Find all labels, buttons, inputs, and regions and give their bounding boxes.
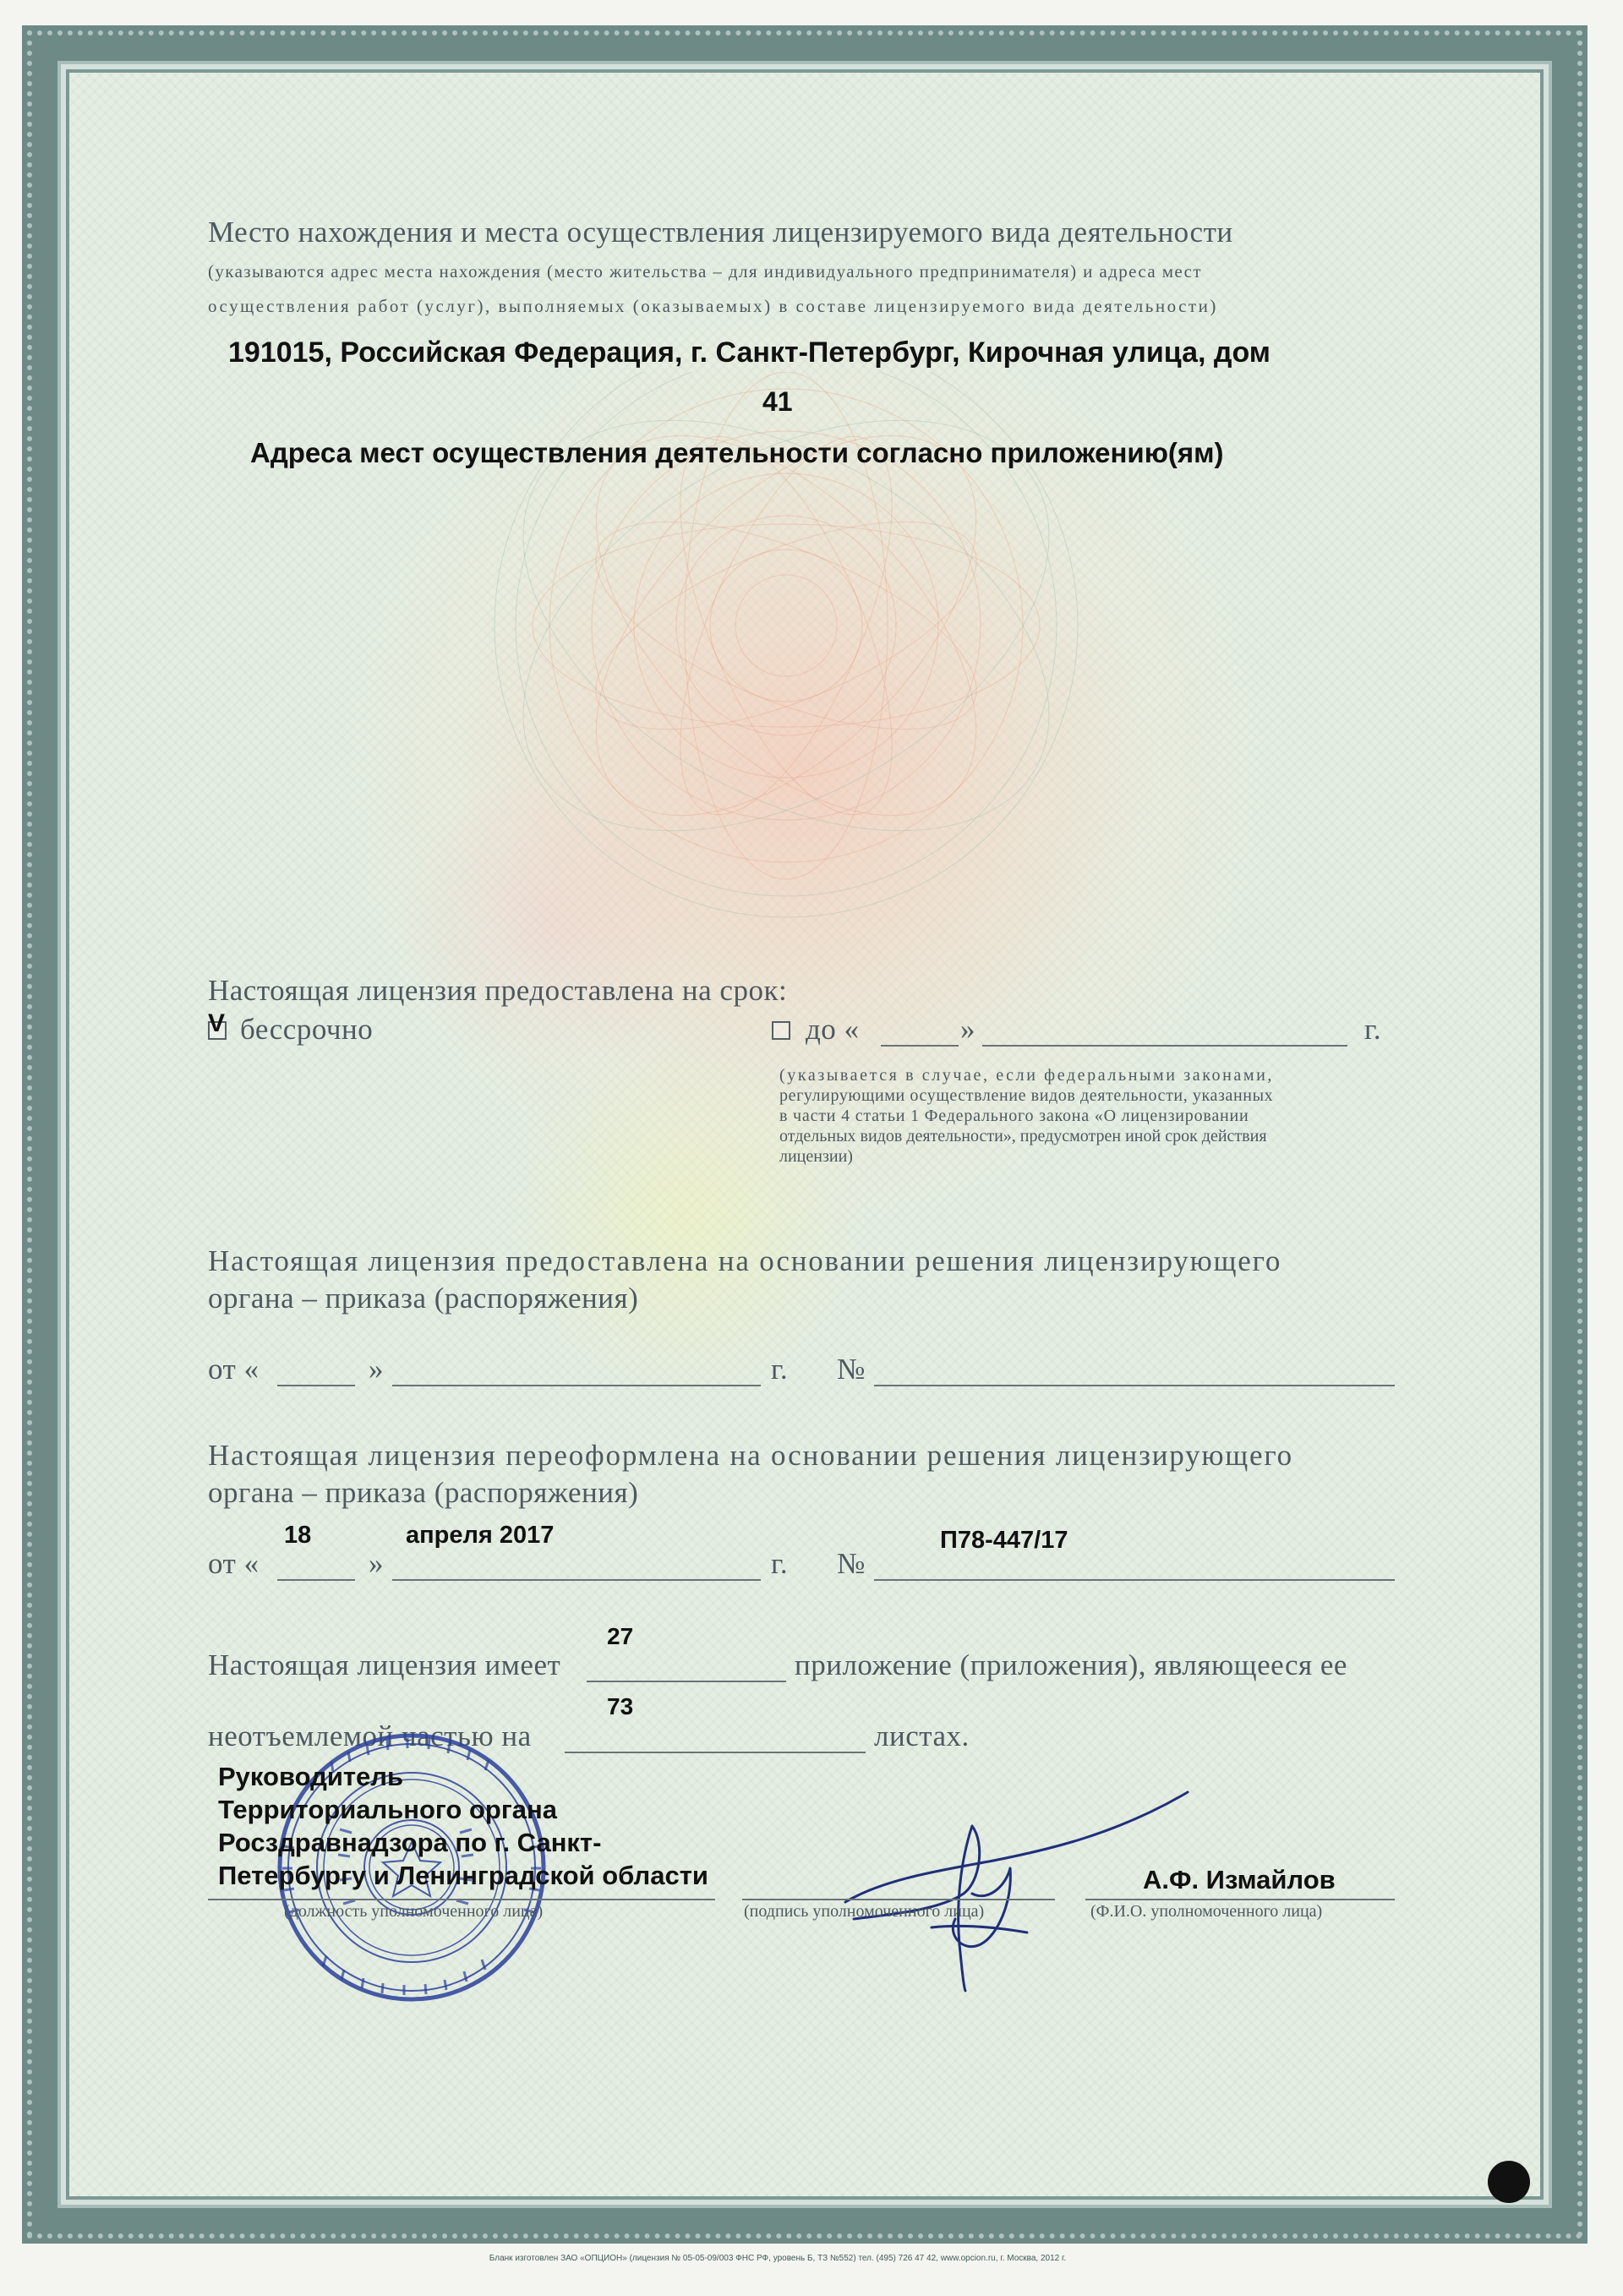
reissued-date-line xyxy=(392,1579,761,1581)
unlimited-label: бессрочно xyxy=(240,1013,374,1046)
granted-date-line xyxy=(392,1385,761,1386)
printer-imprint: Бланк изготовлен ЗАО «ОПЦИОН» (лицензия № 05-05-09/003 ФНС РФ, уровень Б, ТЗ №552) тел. (495) 726 47 42, www.opcion.ru, г. Москва, 2012 г. xyxy=(489,2254,1067,2263)
signatory-position-line-4: Петербургу и Ленинградской области xyxy=(218,1861,708,1890)
appendix-line2-start: неотъемлемой частью на xyxy=(208,1719,532,1752)
granted-year: г. xyxy=(771,1353,789,1386)
reissued-day-line xyxy=(277,1579,355,1581)
signature-line xyxy=(742,1899,1055,1900)
term-note-line-5: лицензии) xyxy=(779,1147,853,1166)
reissued-number-sign: № xyxy=(837,1547,866,1580)
reissued-quote-close: » xyxy=(369,1547,384,1580)
reissued-from: от « xyxy=(208,1547,260,1580)
reissued-month-year: апреля 2017 xyxy=(406,1522,555,1549)
location-hint-1: (указываются адрес места нахождения (место жительства – для индивидуального предпринимателя) и адреса мест xyxy=(208,261,1202,282)
position-line xyxy=(208,1899,715,1900)
until-label: до « xyxy=(806,1013,860,1046)
granted-quote-close: » xyxy=(369,1353,384,1386)
position-caption: (должность уполномоченного лица) xyxy=(284,1902,544,1921)
signature-caption: (подпись уполномоченного лица) xyxy=(744,1902,985,1921)
appendix-line1-start: Настоящая лицензия имеет xyxy=(208,1648,561,1681)
appendix-sheets: 73 xyxy=(607,1693,634,1719)
appendix-line2-end: листах. xyxy=(874,1719,970,1752)
location-hint-2: осуществления работ (услуг), выполняемых (оказываемых) в составе лицензируемого вида деятельности) xyxy=(208,296,1218,316)
reissued-number-line xyxy=(874,1579,1395,1581)
address-line-2: 41 xyxy=(762,386,793,417)
reissued-number: П78-447/17 xyxy=(940,1527,1068,1554)
location-title: Место нахождения и места осуществления лицензируемого вида деятельности xyxy=(208,216,1233,249)
until-quote-close: » xyxy=(960,1013,975,1046)
until-checkbox[interactable] xyxy=(772,1021,790,1040)
activities-note: Адреса мест осуществления деятельности согласно приложению(ям) xyxy=(250,437,1224,468)
term-note-line-3: в части 4 статьи 1 Федерального закона «О лицензировании xyxy=(779,1107,1249,1125)
term-note xyxy=(779,1065,1395,1167)
name-caption: (Ф.И.О. уполномоченного лица) xyxy=(1090,1902,1323,1921)
granted-from: от « xyxy=(208,1353,260,1386)
until-date-line xyxy=(982,1045,1347,1047)
name-line xyxy=(1085,1899,1395,1900)
signatory-position-line-3: Росздравнадзора по г. Санкт- xyxy=(218,1828,602,1857)
unlimited-checkmark: V xyxy=(208,1009,226,1037)
granted-number-line xyxy=(874,1385,1395,1386)
appendix-sheets-line xyxy=(565,1752,866,1753)
address-line-1: 191015, Российская Федерация, г. Санкт-Петербург, Кирочная улица, дом xyxy=(228,336,1271,369)
appendix-line1-end: приложение (приложения), являющееся ее xyxy=(795,1648,1347,1681)
signatory-position xyxy=(218,1760,708,1892)
reissued-year: г. xyxy=(771,1547,789,1580)
term-note-line-2: регулирующими осуществление видов деятельности, указанных xyxy=(779,1086,1274,1105)
binding-hole xyxy=(1488,2161,1530,2203)
appendix-count-line xyxy=(587,1681,786,1682)
reissued-day: 18 xyxy=(284,1522,312,1549)
signatory-name: А.Ф. Измайлов xyxy=(1143,1865,1336,1894)
term-title: Настоящая лицензия предоставлена на срок: xyxy=(208,974,788,1007)
appendix-count: 27 xyxy=(607,1623,634,1649)
term-note-line-1: (указывается в случае, если федеральными законами, xyxy=(779,1066,1275,1085)
reissued-line-2: органа – приказа (распоряжения) xyxy=(208,1476,639,1509)
granted-line-2: органа – приказа (распоряжения) xyxy=(208,1282,639,1315)
granted-day-line xyxy=(277,1385,355,1386)
signatory-position-line-1: Руководитель xyxy=(218,1762,404,1791)
signatory-position-line-2: Территориального органа xyxy=(218,1795,557,1824)
reissued-line-1: Настоящая лицензия переоформлена на основании решения лицензирующего xyxy=(208,1439,1293,1472)
until-year-label: г. xyxy=(1364,1013,1382,1046)
granted-number-sign: № xyxy=(837,1353,866,1386)
granted-line-1: Настоящая лицензия предоставлена на основании решения лицензирующего xyxy=(208,1244,1282,1277)
until-day-line xyxy=(881,1045,959,1047)
term-note-line-4: отдельных видов деятельности», предусмотрен иной срок действия xyxy=(779,1127,1267,1145)
